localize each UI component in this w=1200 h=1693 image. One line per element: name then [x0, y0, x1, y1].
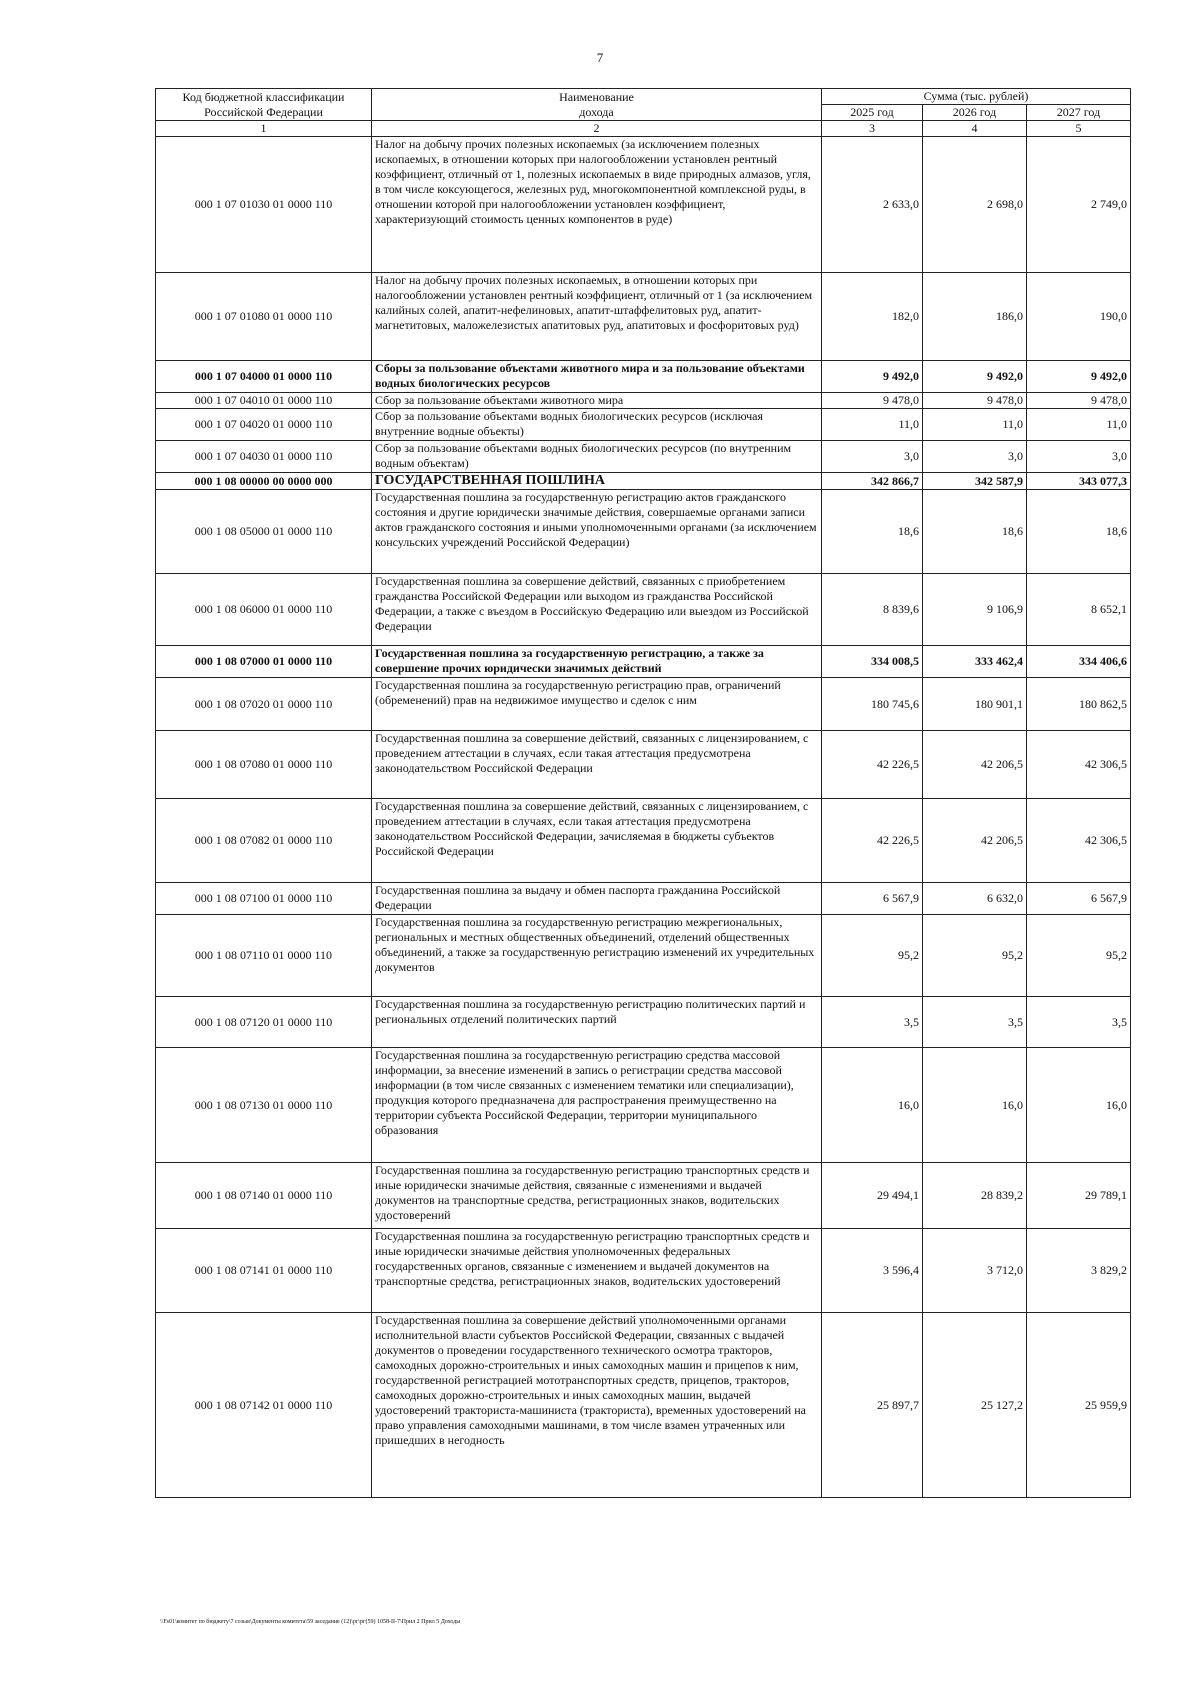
header-code-line2: Российской Федерации: [204, 104, 323, 119]
column-number-2: 2: [372, 121, 822, 137]
budget-code-cell: 000 1 08 07020 01 0000 110: [156, 678, 372, 731]
column-number-5: 5: [1027, 121, 1131, 137]
budget-code-cell: 000 1 07 01080 01 0000 110: [156, 273, 372, 361]
amount-2027-cell: 16,0: [1027, 1048, 1131, 1163]
budget-code-cell: 000 1 08 05000 01 0000 110: [156, 490, 372, 574]
revenue-name-cell: Государственная пошлина за государственную регистрацию средства массовой информации, за внесение изменений в запись о регистрации средства массовой информации (в том числе связанных с изменением тематики или специализации), продукция которого предназначена для распространения преимущественно на территории субъекта Российской Федерации, территории муниципального образования: [372, 1048, 822, 1163]
file-path-footer: \\Fs01\комитет по бюджету\7 созыв\Документы комитета\59 заседание (12)\рг\рг(59) 1058-II-7\Прил 2 Прил 5 Доходы: [160, 1619, 461, 1625]
budget-code-cell: 000 1 07 01030 01 0000 110: [156, 137, 372, 273]
header-code: [156, 89, 372, 121]
amount-2025-cell: 3,0: [822, 441, 923, 473]
revenue-name-cell: Сбор за пользование объектами животного мира: [372, 393, 822, 409]
header-year-2026: 2026 год: [923, 105, 1027, 121]
header-year-2027: 2027 год: [1027, 105, 1131, 121]
header-year-2025: 2025 год: [822, 105, 923, 121]
table-row: [156, 646, 1131, 678]
budget-code-cell: 000 1 07 04010 01 0000 110: [156, 393, 372, 409]
table-row: [156, 915, 1131, 997]
amount-2026-cell: 9 106,9: [923, 574, 1027, 646]
revenue-name-cell: Государственная пошлина за государственную регистрацию транспортных средств и иные юридически значимые действия уполномоченных федеральных государственных органов, связанные с изменением и выдачей документов на транспортные средства, регистрационных знаков, водительских удостоверений: [372, 1229, 822, 1313]
table-row: [156, 361, 1131, 393]
amount-2027-cell: 8 652,1: [1027, 574, 1131, 646]
revenue-name-cell: Налог на добычу прочих полезных ископаемых (за исключением полезных ископаемых, в отношении которых при налогообложении установлен рентный коэффициент, отличный от 1, полезных ископаемых в виде природных алмазов, угля, в том числе коксующегося, железных руд, многокомпонентной комплексной руды, в отношении которой при налогообложении установлен коэффициент, характеризующий стоимость ценных компонентов в руде): [372, 137, 822, 273]
table-row: [156, 1229, 1131, 1313]
budget-code-cell: 000 1 07 04000 01 0000 110: [156, 361, 372, 393]
amount-2026-cell: 6 632,0: [923, 883, 1027, 915]
revenue-name-cell: Государственная пошлина за совершение действий, связанных с лицензированием, с проведением аттестации в случаях, если такая аттестация предусмотрена законодательством Российской Федерации: [372, 731, 822, 799]
budget-code-cell: 000 1 08 07141 01 0000 110: [156, 1229, 372, 1313]
table-row: [156, 490, 1131, 574]
amount-2025-cell: 3,5: [822, 997, 923, 1048]
amount-2027-cell: 2 749,0: [1027, 137, 1131, 273]
table-row: [156, 574, 1131, 646]
amount-2027-cell: 3,5: [1027, 997, 1131, 1048]
revenue-name-cell: Государственная пошлина за государственную регистрацию транспортных средств и иные юридически значимые действия, связанные с изменениями и выдачей документов на транспортные средства, регистрационных знаков, водительских удостоверений: [372, 1163, 822, 1229]
budget-code-cell: 000 1 08 06000 01 0000 110: [156, 574, 372, 646]
revenue-name-cell: Государственная пошлина за государственную регистрацию межрегиональных, региональных и местных общественных объединений, отделений общественных объединений, а также за государственную регистрацию изменений их учредительных документов: [372, 915, 822, 997]
column-number-1: 1: [156, 121, 372, 137]
table-row: [156, 799, 1131, 883]
amount-2025-cell: 342 866,7: [822, 473, 923, 490]
table-row: [156, 1048, 1131, 1163]
page-number: 7: [596, 50, 604, 65]
header-sum: Сумма (тыс. рублей): [822, 89, 1131, 105]
amount-2027-cell: 9 492,0: [1027, 361, 1131, 393]
amount-2026-cell: 333 462,4: [923, 646, 1027, 678]
revenue-name-cell: Государственная пошлина за государственную регистрацию актов гражданского состояния и другие юридически значимые действия, совершаемые органами записи актов гражданского состояния и иными уполномоченными органами (за исключением консульских учреждений Российской Федерации): [372, 490, 822, 574]
amount-2026-cell: 25 127,2: [923, 1313, 1027, 1498]
header-name-line2: дохода: [579, 104, 614, 119]
amount-2027-cell: 95,2: [1027, 915, 1131, 997]
column-number-3: 3: [822, 121, 923, 137]
amount-2026-cell: 186,0: [923, 273, 1027, 361]
revenue-name-cell: Государственная пошлина за государственную регистрацию политических партий и региональных отделений политических партий: [372, 997, 822, 1048]
revenue-name-cell: Государственная пошлина за совершение действий уполномоченными органами исполнительной власти субъектов Российской Федерации, связанных с выдачей документов о проведении государственного технического осмотра тракторов, самоходных дорожно-строительных и иных самоходных машин и прицепов к ним, государственной регистрацией мототранспортных средств, прицепов, тракторов, самоходных дорожно-строительных и иных самоходных машин, выдачей удостоверений тракториста-машиниста (тракториста), временных удостоверений на право управления самоходными машинами, в том числе взамен утраченных или пришедших в негодность: [372, 1313, 822, 1498]
amount-2025-cell: 42 226,5: [822, 731, 923, 799]
amount-2027-cell: 11,0: [1027, 409, 1131, 441]
budget-code-cell: 000 1 07 04030 01 0000 110: [156, 441, 372, 473]
table-row: [156, 273, 1131, 361]
table-row: [156, 997, 1131, 1048]
amount-2027-cell: 3,0: [1027, 441, 1131, 473]
amount-2027-cell: 9 478,0: [1027, 393, 1131, 409]
amount-2026-cell: 3,5: [923, 997, 1027, 1048]
amount-2026-cell: 42 206,5: [923, 799, 1027, 883]
amount-2027-cell: 3 829,2: [1027, 1229, 1131, 1313]
amount-2025-cell: 9 478,0: [822, 393, 923, 409]
amount-2025-cell: 18,6: [822, 490, 923, 574]
amount-2026-cell: 95,2: [923, 915, 1027, 997]
budget-code-cell: 000 1 08 07082 01 0000 110: [156, 799, 372, 883]
table-row: [156, 137, 1131, 273]
amount-2026-cell: 9 492,0: [923, 361, 1027, 393]
amount-2027-cell: 190,0: [1027, 273, 1131, 361]
revenue-name-cell: Сбор за пользование объектами водных биологических ресурсов (по внутренним водным объектам): [372, 441, 822, 473]
budget-code-cell: 000 1 08 07100 01 0000 110: [156, 883, 372, 915]
amount-2026-cell: 42 206,5: [923, 731, 1027, 799]
table-row: [156, 731, 1131, 799]
header-name: [372, 89, 822, 121]
amount-2026-cell: 9 478,0: [923, 393, 1027, 409]
amount-2025-cell: 334 008,5: [822, 646, 923, 678]
revenue-name-cell: Государственная пошлина за выдачу и обмен паспорта гражданина Российской Федерации: [372, 883, 822, 915]
amount-2025-cell: 95,2: [822, 915, 923, 997]
budget-code-cell: 000 1 08 07080 01 0000 110: [156, 731, 372, 799]
table-row: [156, 678, 1131, 731]
amount-2025-cell: 3 596,4: [822, 1229, 923, 1313]
amount-2025-cell: 2 633,0: [822, 137, 923, 273]
amount-2027-cell: 334 406,6: [1027, 646, 1131, 678]
amount-2025-cell: 16,0: [822, 1048, 923, 1163]
amount-2026-cell: 3,0: [923, 441, 1027, 473]
revenue-name-cell: Налог на добычу прочих полезных ископаемых, в отношении которых при налогообложении установлен рентный коэффициент, отличный от 1 (за исключением калийных солей, апатит-нефелиновых, апатит-штаффелитовых руд, апатит-магнетитовых, маложелезистых апатитовых руд, апатитовых и фосфоритовых руд): [372, 273, 822, 361]
budget-code-cell: 000 1 08 00000 00 0000 000: [156, 473, 372, 490]
amount-2026-cell: 3 712,0: [923, 1229, 1027, 1313]
amount-2027-cell: 42 306,5: [1027, 799, 1131, 883]
amount-2026-cell: 342 587,9: [923, 473, 1027, 490]
table-row: [156, 1313, 1131, 1498]
amount-2027-cell: 42 306,5: [1027, 731, 1131, 799]
amount-2026-cell: 28 839,2: [923, 1163, 1027, 1229]
budget-code-cell: 000 1 08 07142 01 0000 110: [156, 1313, 372, 1498]
budget-code-cell: 000 1 08 07000 01 0000 110: [156, 646, 372, 678]
table-row: [156, 883, 1131, 915]
amount-2027-cell: 18,6: [1027, 490, 1131, 574]
amount-2025-cell: 182,0: [822, 273, 923, 361]
amount-2026-cell: 18,6: [923, 490, 1027, 574]
amount-2027-cell: 6 567,9: [1027, 883, 1131, 915]
amount-2027-cell: 25 959,9: [1027, 1313, 1131, 1498]
amount-2026-cell: 2 698,0: [923, 137, 1027, 273]
amount-2027-cell: 180 862,5: [1027, 678, 1131, 731]
table-row: [156, 473, 1131, 490]
header-code-line1: Код бюджетной классификации: [182, 89, 345, 104]
revenue-table: [155, 88, 1131, 1498]
revenue-name-cell: Сборы за пользование объектами животного мира и за пользование объектами водных биологических ресурсов: [372, 361, 822, 393]
amount-2025-cell: 6 567,9: [822, 883, 923, 915]
revenue-name-cell: Государственная пошлина за государственную регистрацию, а также за совершение прочих юридически значимых действий: [372, 646, 822, 678]
budget-code-cell: 000 1 08 07130 01 0000 110: [156, 1048, 372, 1163]
revenue-name-cell: Сбор за пользование объектами водных биологических ресурсов (исключая внутренние водные объекты): [372, 409, 822, 441]
amount-2026-cell: 11,0: [923, 409, 1027, 441]
budget-code-cell: 000 1 07 04020 01 0000 110: [156, 409, 372, 441]
amount-2026-cell: 16,0: [923, 1048, 1027, 1163]
amount-2025-cell: 42 226,5: [822, 799, 923, 883]
amount-2025-cell: 29 494,1: [822, 1163, 923, 1229]
revenue-name-cell: Государственная пошлина за совершение действий, связанных с лицензированием, с проведением аттестации в случаях, если такая аттестация предусмотрена законодательством Российской Федерации, зачисляемая в бюджеты субъектов Российской Федерации: [372, 799, 822, 883]
budget-code-cell: 000 1 08 07120 01 0000 110: [156, 997, 372, 1048]
table-row: [156, 441, 1131, 473]
budget-code-cell: 000 1 08 07110 01 0000 110: [156, 915, 372, 997]
header-name-line1: Наименование: [559, 89, 634, 104]
amount-2027-cell: 343 077,3: [1027, 473, 1131, 490]
revenue-name-cell: Государственная пошлина за совершение действий, связанных с приобретением гражданства Российской Федерации или выходом из гражданства Российской Федерации, а также с въездом в Российскую Федерацию или выездом из Российской Федерации: [372, 574, 822, 646]
amount-2025-cell: 25 897,7: [822, 1313, 923, 1498]
amount-2027-cell: 29 789,1: [1027, 1163, 1131, 1229]
revenue-name-cell: Государственная пошлина за государственную регистрацию прав, ограничений (обременений) прав на недвижимое имущество и сделок с ним: [372, 678, 822, 731]
table-row: [156, 409, 1131, 441]
column-number-4: 4: [923, 121, 1027, 137]
table-row: [156, 1163, 1131, 1229]
amount-2025-cell: 8 839,6: [822, 574, 923, 646]
amount-2025-cell: 180 745,6: [822, 678, 923, 731]
table-row: [156, 393, 1131, 409]
amount-2026-cell: 180 901,1: [923, 678, 1027, 731]
budget-code-cell: 000 1 08 07140 01 0000 110: [156, 1163, 372, 1229]
amount-2025-cell: 11,0: [822, 409, 923, 441]
amount-2025-cell: 9 492,0: [822, 361, 923, 393]
revenue-name-cell: ГОСУДАРСТВЕННАЯ ПОШЛИНА: [372, 473, 822, 490]
